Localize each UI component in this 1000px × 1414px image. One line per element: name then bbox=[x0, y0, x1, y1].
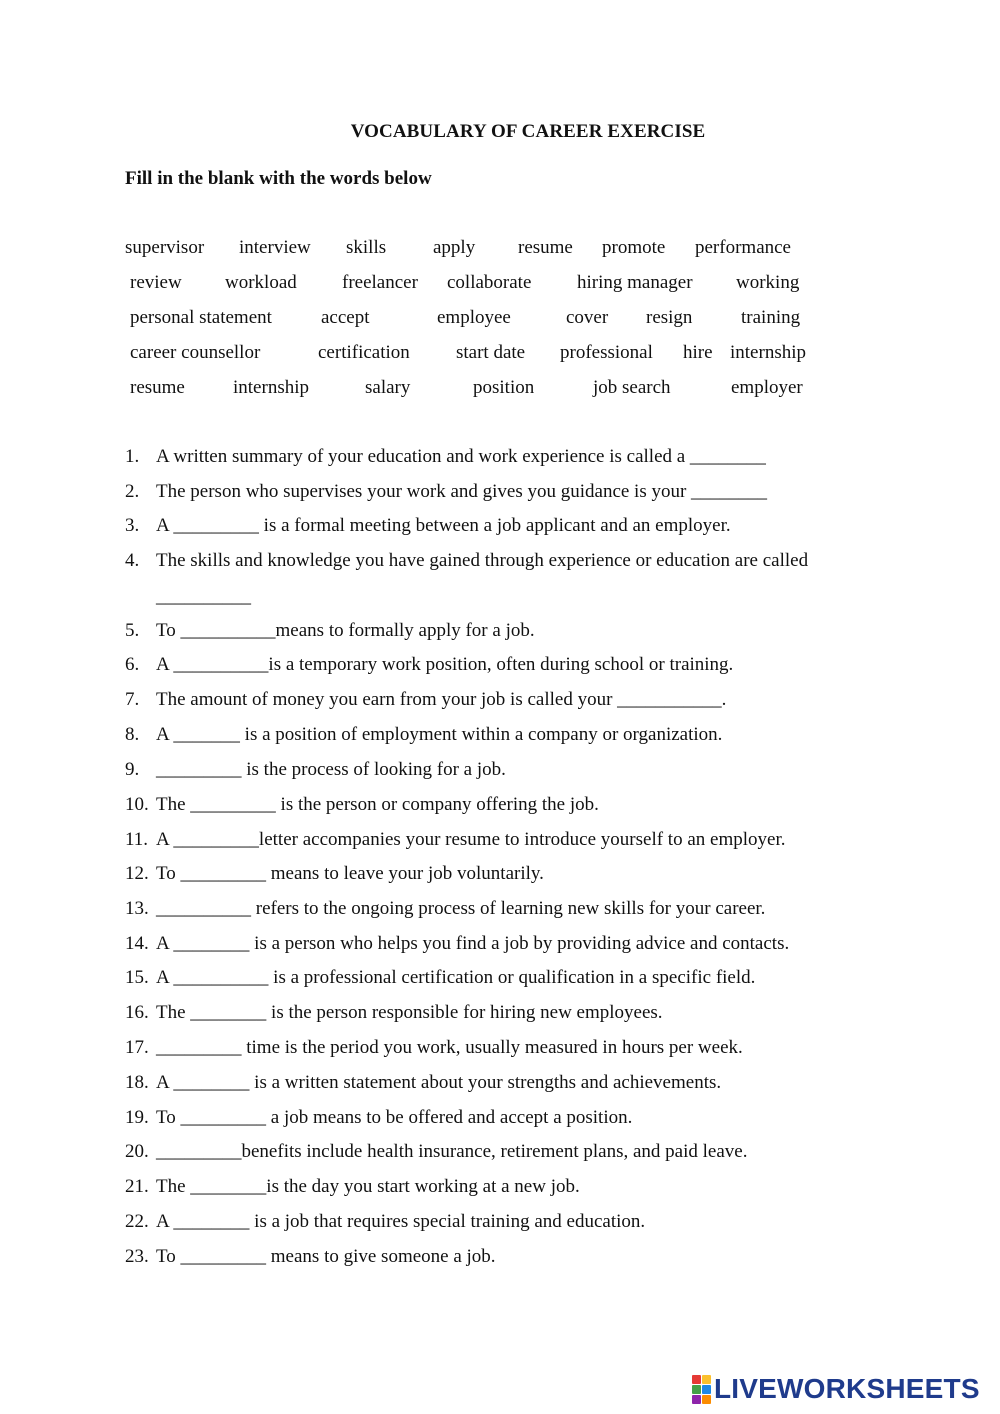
question-item bbox=[125, 515, 885, 537]
word-bank-item: hire bbox=[683, 342, 713, 363]
word-bank-item: cover bbox=[566, 307, 609, 328]
question-item bbox=[125, 1037, 885, 1059]
question-text: To _________ means to give someone a job. bbox=[156, 1246, 496, 1267]
word-bank-item: resign bbox=[646, 307, 693, 328]
word-bank-item: working bbox=[736, 272, 800, 293]
word-bank-item: internship bbox=[233, 377, 309, 398]
word-bank-item: certification bbox=[318, 342, 410, 363]
question-number: 7. bbox=[125, 689, 140, 710]
question-number: 22. bbox=[125, 1211, 149, 1232]
question-number: 5. bbox=[125, 620, 140, 641]
question-number: 2. bbox=[125, 481, 140, 502]
logo-tile bbox=[692, 1395, 701, 1404]
word-bank-item: internship bbox=[730, 342, 806, 363]
question-text: A __________ is a professional certification or qualification in a specific field. bbox=[156, 967, 756, 988]
word-bank-item: freelancer bbox=[342, 272, 418, 293]
question-text: The person who supervises your work and gives you guidance is your ________ bbox=[156, 481, 768, 502]
question-text-continued: __________ bbox=[156, 586, 251, 607]
question-number: 13. bbox=[125, 898, 149, 919]
question-text: _________ is the process of looking for a job. bbox=[156, 759, 506, 780]
question-number: 12. bbox=[125, 863, 149, 884]
logo-tile bbox=[702, 1385, 711, 1394]
question-item bbox=[125, 794, 885, 816]
word-bank-item: hiring manager bbox=[577, 272, 693, 293]
word-bank-item: collaborate bbox=[447, 272, 532, 293]
question-item bbox=[125, 898, 885, 920]
question-number: 21. bbox=[125, 1176, 149, 1197]
word-bank-item: supervisor bbox=[125, 237, 205, 258]
question-item bbox=[125, 967, 885, 989]
question-number: 1. bbox=[125, 446, 140, 467]
question-number: 3. bbox=[125, 515, 140, 536]
question-number: 9. bbox=[125, 759, 140, 780]
question-number: 11. bbox=[125, 829, 149, 850]
question-text: A _________letter accompanies your resume to introduce yourself to an employer. bbox=[156, 829, 786, 850]
question-number: 23. bbox=[125, 1246, 149, 1267]
question-number: 15. bbox=[125, 967, 149, 988]
question-text: A _________ is a formal meeting between a job applicant and an employer. bbox=[156, 515, 731, 536]
logo-tile bbox=[692, 1385, 701, 1394]
logo-tile bbox=[702, 1375, 711, 1384]
question-number: 4. bbox=[125, 550, 140, 571]
liveworksheets-logo-icon bbox=[692, 1375, 711, 1404]
question-item bbox=[125, 1141, 885, 1163]
question-number: 6. bbox=[125, 654, 140, 675]
question-item bbox=[125, 933, 885, 955]
question-text: The _________ is the person or company offering the job. bbox=[156, 794, 599, 815]
question-item bbox=[125, 1107, 885, 1129]
question-number: 19. bbox=[125, 1107, 149, 1128]
question-item bbox=[125, 829, 885, 851]
word-bank-item: accept bbox=[321, 307, 370, 328]
word-bank-item: workload bbox=[225, 272, 297, 293]
word-bank-item: review bbox=[130, 272, 182, 293]
word-bank-item: career counsellor bbox=[130, 342, 261, 363]
question-item bbox=[125, 724, 885, 746]
word-bank-item: employee bbox=[437, 307, 511, 328]
question-text: _________ time is the period you work, usually measured in hours per week. bbox=[156, 1037, 743, 1058]
word-bank-item: professional bbox=[560, 342, 653, 363]
question-item bbox=[125, 863, 885, 885]
question-item bbox=[125, 446, 885, 468]
question-text: The ________ is the person responsible for hiring new employees. bbox=[156, 1002, 663, 1023]
question-item bbox=[125, 481, 885, 503]
word-bank-item: resume bbox=[518, 237, 573, 258]
instruction-text: Fill in the blank with the words below bbox=[125, 168, 432, 189]
word-bank-item: personal statement bbox=[130, 307, 272, 328]
word-bank-item: interview bbox=[239, 237, 311, 258]
logo-tile bbox=[702, 1395, 711, 1404]
question-item bbox=[125, 689, 885, 711]
question-text: A __________is a temporary work position, often during school or training. bbox=[156, 654, 734, 675]
question-text: A written summary of your education and work experience is called a ________ bbox=[156, 446, 766, 467]
question-text: To _________ a job means to be offered and accept a position. bbox=[156, 1107, 633, 1128]
word-bank-item: employer bbox=[731, 377, 803, 398]
question-item bbox=[125, 1176, 885, 1198]
question-text: The skills and knowledge you have gained through experience or education are called bbox=[156, 550, 809, 571]
question-item bbox=[125, 550, 885, 608]
word-bank-item: promote bbox=[602, 237, 666, 258]
question-text: A _______ is a position of employment within a company or organization. bbox=[156, 724, 723, 745]
question-text: The amount of money you earn from your job is called your ___________. bbox=[156, 689, 727, 710]
question-text: A ________ is a written statement about your strengths and achievements. bbox=[156, 1072, 722, 1093]
question-text: A ________ is a person who helps you find a job by providing advice and contacts. bbox=[156, 933, 790, 954]
question-number: 10. bbox=[125, 794, 149, 815]
question-text: _________benefits include health insurance, retirement plans, and paid leave. bbox=[156, 1141, 748, 1162]
question-item bbox=[125, 1072, 885, 1094]
question-number: 17. bbox=[125, 1037, 149, 1058]
question-item bbox=[125, 654, 885, 676]
word-bank-item: skills bbox=[346, 237, 387, 258]
page-title: VOCABULARY OF CAREER EXERCISE bbox=[350, 121, 706, 142]
question-number: 18. bbox=[125, 1072, 149, 1093]
question-text: To _________ means to leave your job voluntarily. bbox=[156, 863, 544, 884]
word-bank-item: job search bbox=[593, 377, 671, 398]
question-number: 20. bbox=[125, 1141, 149, 1162]
word-bank-item: training bbox=[741, 307, 801, 328]
logo-text: LIVEWORKSHEETS bbox=[714, 1373, 980, 1404]
word-bank-item: start date bbox=[456, 342, 526, 363]
word-bank-item: apply bbox=[433, 237, 476, 258]
question-text: A ________ is a job that requires special training and education. bbox=[156, 1211, 646, 1232]
liveworksheets-logo[interactable] bbox=[692, 1374, 980, 1404]
logo-tile bbox=[692, 1375, 701, 1384]
question-item bbox=[125, 1246, 885, 1268]
question-item bbox=[125, 759, 885, 781]
question-number: 16. bbox=[125, 1002, 149, 1023]
question-text: To __________means to formally apply for a job. bbox=[156, 620, 535, 641]
question-item bbox=[125, 1211, 885, 1233]
question-number: 8. bbox=[125, 724, 140, 745]
word-bank-item: position bbox=[473, 377, 535, 398]
question-text: __________ refers to the ongoing process of learning new skills for your career. bbox=[156, 898, 766, 919]
question-text: The ________is the day you start working at a new job. bbox=[156, 1176, 580, 1197]
word-bank-item: resume bbox=[130, 377, 185, 398]
word-bank-item: performance bbox=[695, 237, 791, 258]
question-item bbox=[125, 1002, 885, 1024]
word-bank-item: salary bbox=[365, 377, 411, 398]
question-number: 14. bbox=[125, 933, 149, 954]
question-item bbox=[125, 620, 885, 642]
